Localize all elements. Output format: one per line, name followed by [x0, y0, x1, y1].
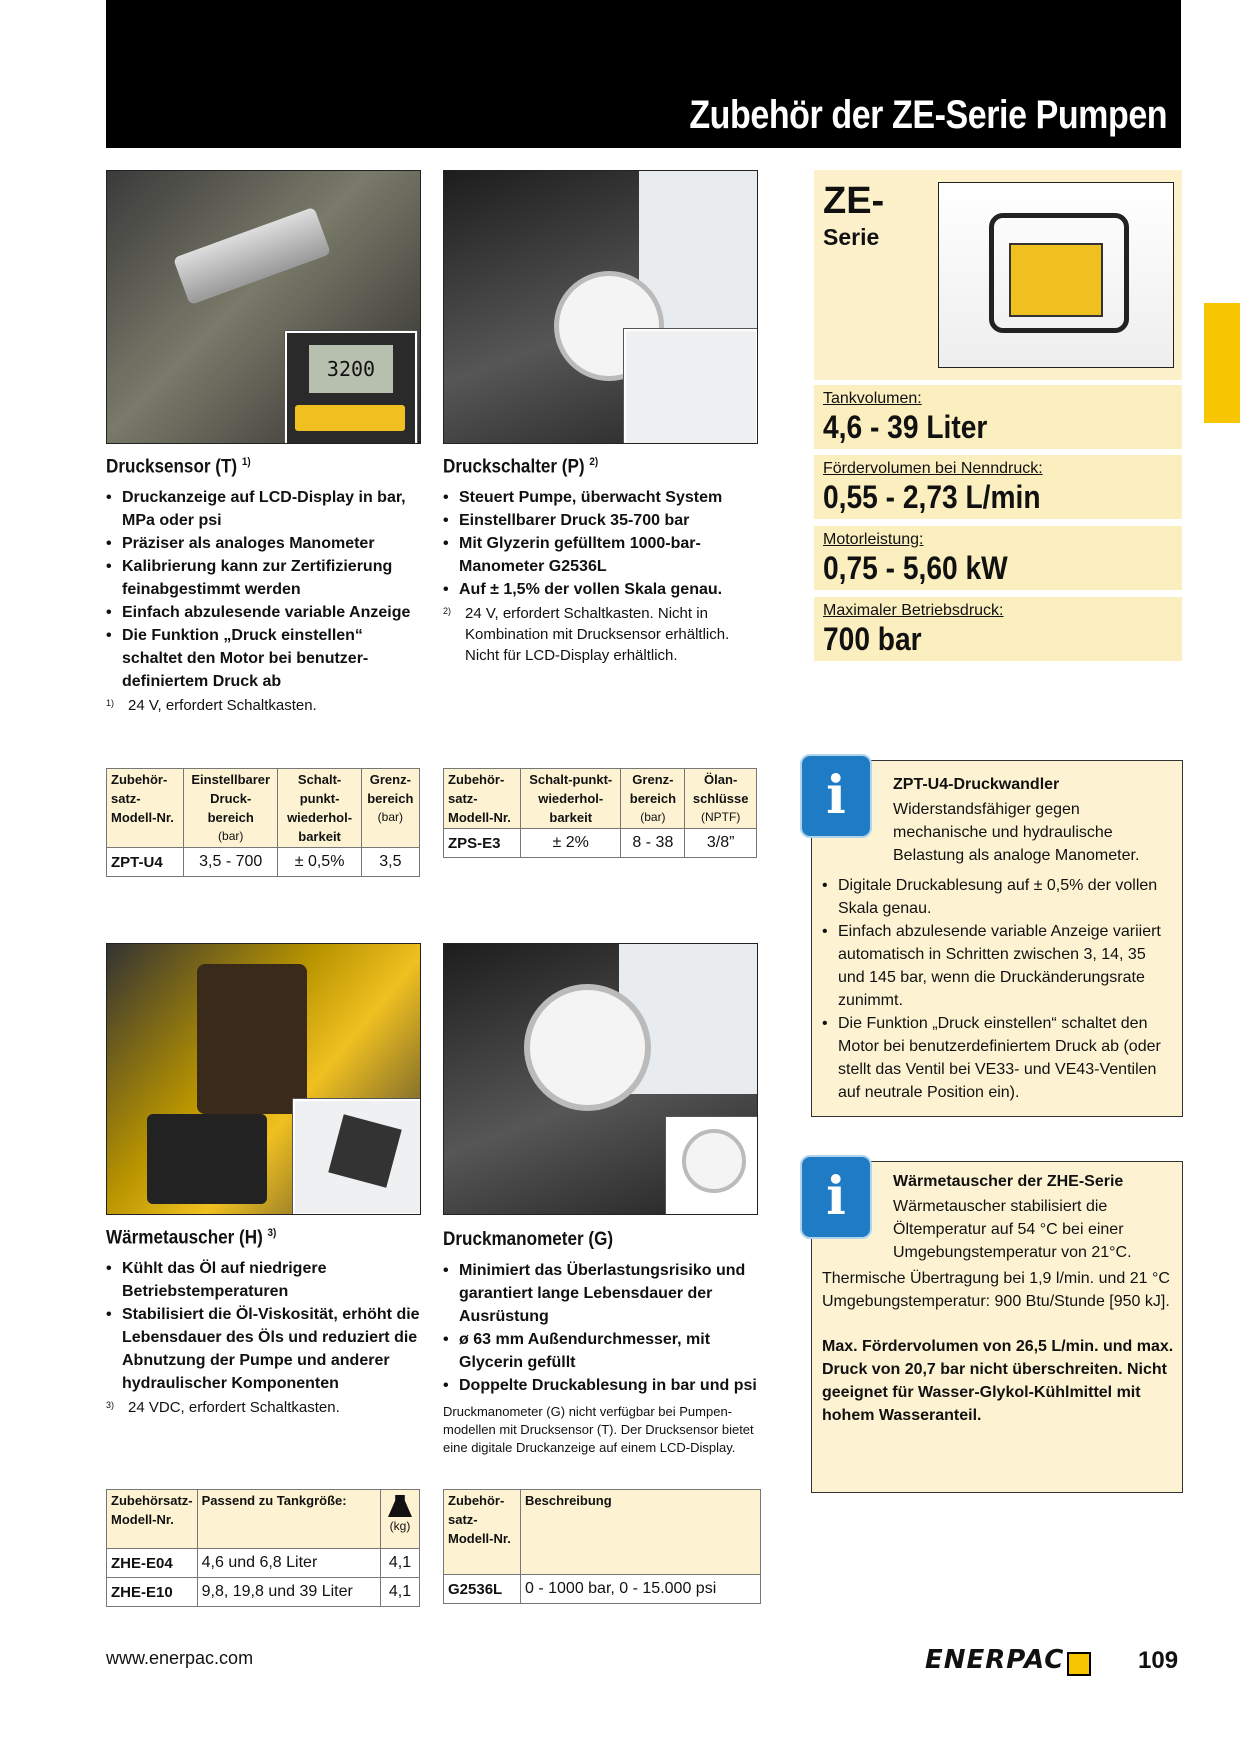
info1-bullets	[822, 874, 1172, 1104]
list-item: • Einfach abzulesende variable Anzeige variiert automatisch in Schritten zwischen 3, 14, 35 und 145 bar, wenn die Druckänderungsrate zunimmt.	[822, 920, 1172, 1012]
spec-panel-header	[814, 170, 1182, 380]
table-zpt	[106, 768, 420, 877]
list-item: • ø 63 mm Außendurchmesser, mit Glycerin gefüllt	[443, 1328, 763, 1374]
table-row: ZPT-U4 3,5 - 700 ± 0,5% 3,5	[107, 848, 420, 877]
col-header: Beschreibung	[521, 1490, 761, 1575]
col-header: Schalt-punkt-wiederhol-barkeit	[521, 769, 621, 829]
drucksensor-section	[106, 456, 426, 716]
druckschalter-title: Druckschalter (P) $^{2)}$	[443, 456, 599, 478]
footnote: 2) 24 V, erfordert Schaltkasten. Nicht in Kombination mit Drucksensor erhältlich. Nicht für LCD-Display erhältlich.	[443, 605, 730, 665]
list-item: • Präziser als analoges Manometer	[106, 532, 426, 555]
druckmanometer-note: Druckmanometer (G) nicht verfügbar bei Pumpen-modellen mit Drucksensor (T). Der Drucksensor bietet eine digitale Druckanzeige auf einem LCD-Display.	[443, 1404, 754, 1455]
spec-pressure: Maximaler Betriebsdruck: 700 bar	[814, 597, 1182, 661]
weight-icon	[388, 1495, 412, 1517]
info-text: Thermische Übertragung bei 1,9 l/min. und 21 °C Umgebungstemperatur: 900 Btu/Stunde [950 kJ].	[822, 1270, 1170, 1310]
list-item: • Die Funktion „Druck einstellen“ schaltet den Motor bei benutzerdefiniertem Druck ab (oder stellt das Ventil bei VE33- und VE43-Ventilen auf neutrale Position ein).	[822, 1012, 1172, 1104]
druckmanometer-features	[443, 1259, 763, 1397]
druckmanometer-section	[443, 1229, 763, 1457]
table-row: ZHE-E04 4,6 und 6,8 Liter 4,1	[107, 1549, 420, 1578]
page-number: 109	[1138, 1647, 1179, 1674]
list-item: • Minimiert das Überlastungsrisiko und garantiert lange Lebensdauer der Ausrüstung	[443, 1259, 763, 1328]
druckschalter-section	[443, 456, 763, 666]
info1-body	[893, 776, 1173, 867]
spec-motor: Motorleistung: 0,75 - 5,60 kW	[814, 526, 1182, 590]
list-item: • Auf ± 1,5% der vollen Skala genau.	[443, 578, 763, 601]
druckschalter-photo	[443, 170, 758, 444]
col-header: Zubehör-satz-Modell-Nr.	[107, 769, 184, 848]
footnote: 1) 24 V, erfordert Schaltkasten.	[106, 697, 317, 715]
footnote: 3) 24 VDC, erfordert Schaltkasten.	[106, 1399, 340, 1417]
section-tab	[1204, 303, 1240, 423]
list-item: • Einfach abzulesende variable Anzeige	[106, 601, 426, 624]
waermetauscher-photo	[106, 943, 421, 1215]
col-header: Grenz-bereich (bar)	[361, 769, 419, 848]
list-item: • Mit Glyzerin gefülltem 1000-bar-Manometer G2536L	[443, 532, 763, 578]
col-header: Einstellbarer Druck-bereich (bar)	[184, 769, 278, 848]
list-item: • Kalibrierung kann zur Zertifizierung feinabgestimmt werden	[106, 555, 426, 601]
list-item: • Einstellbarer Druck 35-700 bar	[443, 509, 763, 532]
spec-tank: Tankvolumen: 4,6 - 39 Liter	[814, 385, 1182, 449]
info-text: Widerstandsfähiger gegen mechanische und hydraulische Belastung als analoge Manometer.	[893, 801, 1140, 864]
page-header	[106, 0, 1181, 148]
info-title: ZPT-U4-Druckwandler	[893, 776, 1060, 793]
page-title: Zubehör der ZE-Serie Pumpen	[689, 93, 1167, 137]
waermetauscher-section	[106, 1227, 426, 1418]
info2-body	[893, 1173, 1173, 1264]
info-title: Wärmetauscher der ZHE-Serie	[893, 1173, 1124, 1190]
col-header: Grenz-bereich (bar)	[621, 769, 685, 829]
info-warning: Max. Fördervolumen von 26,5 L/min. und max. Druck von 20,7 bar nicht überschreiten. Nicht geeignet für Wasser-Glykol-Kühlmittel mit hohem Wasseranteil.	[822, 1338, 1174, 1424]
lcd-readout: 3200	[309, 345, 393, 393]
druckmanometer-photo	[443, 943, 758, 1215]
info-text: Wärmetauscher stabilisiert die Öltemperatur auf 54 °C bei einer Umgebungstemperatur von 21°C.	[893, 1198, 1132, 1261]
list-item: • Steuert Pumpe, überwacht System	[443, 486, 763, 509]
col-header: Zubehörsatz-Modell-Nr.	[107, 1490, 198, 1549]
gauge-dial-icon	[524, 984, 651, 1111]
list-item: • Digitale Druckablesung auf ± 0,5% der vollen Skala genau.	[822, 874, 1172, 920]
series-subheading: Serie	[823, 224, 880, 250]
footer-url[interactable]: www.enerpac.com	[106, 1648, 254, 1668]
series-heading: ZE-	[823, 180, 885, 222]
col-header: Ölan-schlüsse (NPTF)	[685, 769, 757, 829]
list-item: • Kühlt das Öl auf niedrigere Betriebstemperaturen	[106, 1257, 426, 1303]
drucksensor-features	[106, 486, 426, 693]
list-item: • Druckanzeige auf LCD-Display in bar, MPa oder psi	[106, 486, 426, 532]
info-icon: i	[800, 754, 872, 838]
list-item: • Doppelte Druckablesung in bar und psi	[443, 1374, 763, 1397]
waermetauscher-features	[106, 1257, 426, 1395]
col-header: Passend zu Tankgröße:	[197, 1490, 380, 1549]
list-item: • Stabilisiert die Öl-Viskosität, erhöht die Lebensdauer des Öls und reduziert die Abnutzung der Pumpe und anderer hydraulischer Komponenten	[106, 1303, 426, 1395]
col-header: (kg)	[381, 1490, 420, 1549]
waermetauscher-title: Wärmetauscher (H) $^{3)}$	[106, 1227, 277, 1249]
col-header: Zubehör-satz-Modell-Nr.	[444, 1490, 521, 1575]
logo-badge-icon	[1067, 1652, 1091, 1676]
col-header: Zubehör-satz-Modell-Nr.	[444, 769, 521, 829]
enerpac-logo: ENERPAC	[925, 1645, 1091, 1676]
druckmanometer-title: Druckmanometer (G)	[443, 1229, 614, 1250]
table-row: G2536L 0 - 1000 bar, 0 - 15.000 psi	[444, 1575, 761, 1604]
table-row: ZHE-E10 9,8, 19,8 und 39 Liter 4,1	[107, 1578, 420, 1607]
list-item: • Die Funktion „Druck einstellen“ schaltet den Motor bei benutzer-definiertem Druck ab	[106, 624, 426, 693]
table-row: ZPS-E3 ± 2% 8 - 38 3/8”	[444, 829, 757, 858]
col-header: Schalt-punkt-wiederhol-barkeit	[278, 769, 361, 848]
table-zhe	[106, 1489, 420, 1607]
drucksensor-photo	[106, 170, 421, 444]
fan-icon	[147, 1114, 267, 1204]
info-icon: i	[800, 1155, 872, 1239]
table-g2536l	[443, 1489, 761, 1604]
spec-flow: Fördervolumen bei Nenndruck: 0,55 - 2,73 L/min	[814, 455, 1182, 519]
pump-photo	[938, 182, 1174, 368]
druckschalter-features	[443, 486, 763, 601]
table-zps	[443, 768, 757, 858]
drucksensor-title: Drucksensor (T) $^{1)}$	[106, 456, 251, 478]
